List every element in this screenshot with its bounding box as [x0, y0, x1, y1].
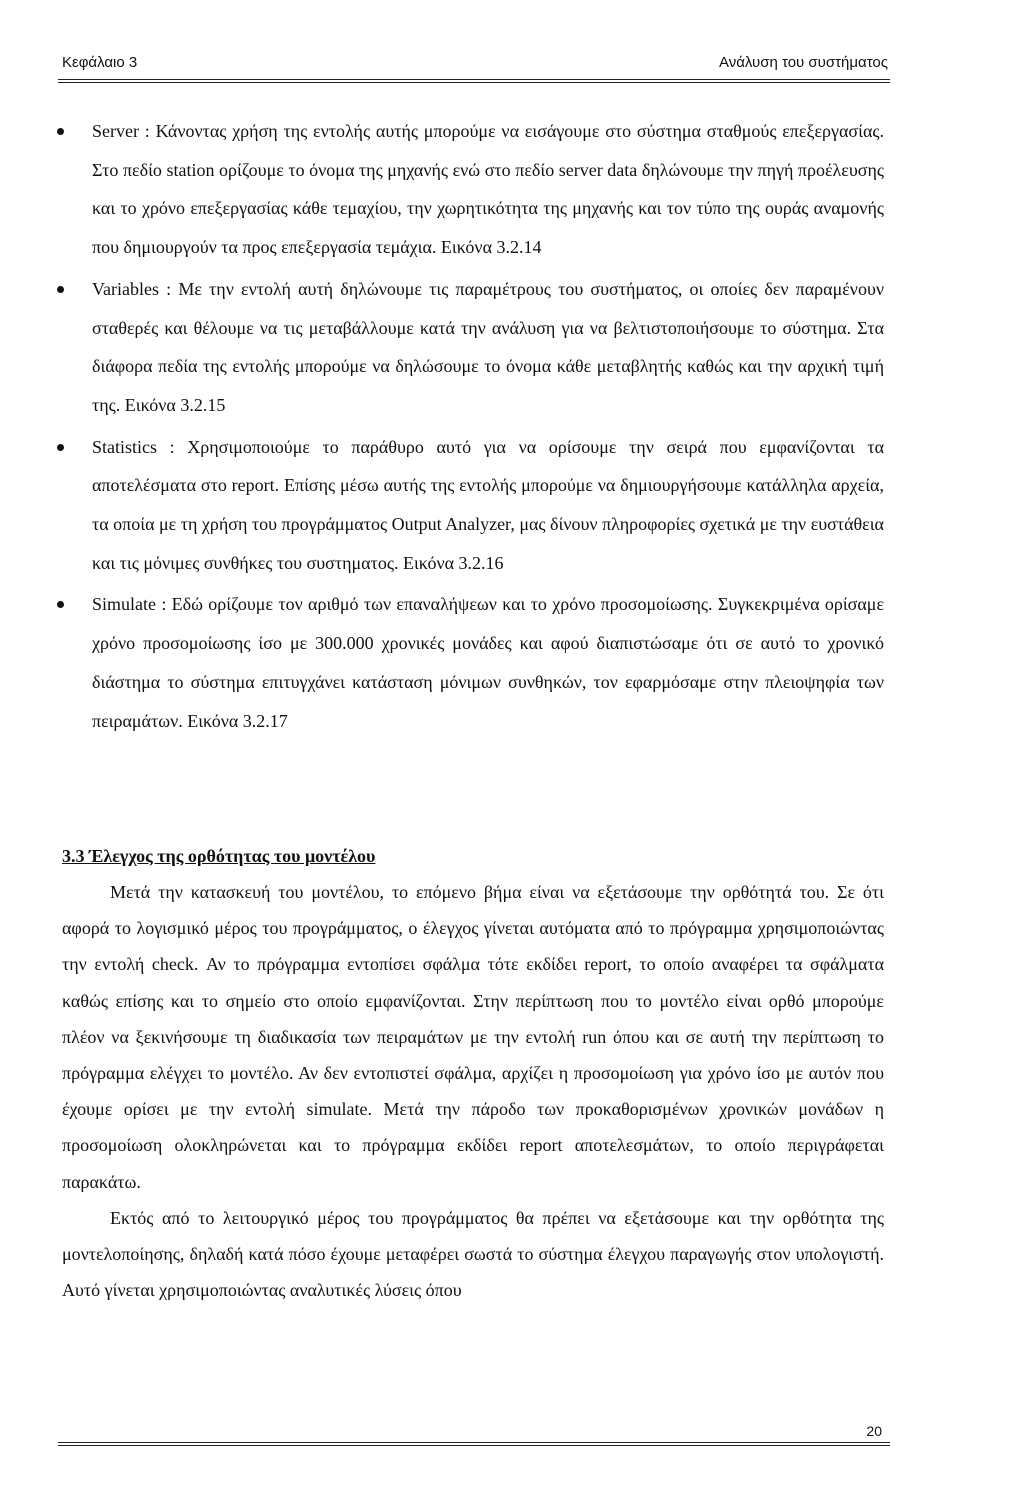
page-header	[62, 54, 888, 71]
bullet-text: Statistics : Χρησιμοποιούμε το παράθυρο αυτό για να ορίσουμε την σειρά που εμφανίζονται τα αποτελέσματα στο report. Επίσης μέσω αυτής της εντολής μπορούμε να δημιουργήσουμε κατάλληλα αρχεία, τα οποία με τη χρήση του προγράμματος Output Analyzer, μας δίνουν πληροφορίες σχετικά με την ευστάθεια και τις μόνιμες συνθήκες του συστηματος. Εικόνα 3.2.16	[92, 436, 884, 573]
bullet-dot	[57, 601, 64, 608]
bullet-list	[57, 112, 884, 740]
chapter-label: Κεφάλαιο 3	[62, 54, 138, 71]
body-paragraph-1: Μετά την κατασκευή του μοντέλου, το επόμενο βήμα είναι να εξετάσουμε την ορθότητά του. Σε ότι αφορά το λογισμικό μέρος του προγράμματος, ο έλεγχος γίνεται αυτόματα από το πρόγραμμα χρησιμοποιώντας την εντολή check. Αν το πρόγραμμα εντοπίσει σφάλμα τότε εκδίδει report, το οποίο αναφέρει τα σφάλματα καθώς επίσης και το σημείο στο οποίο εμφανίζονται. Στην περίπτωση που το μοντέλο είναι ορθό μπορούμε πλέον να ξεκινήσουμε τη διαδικασία των πειραμάτων με την εντολή run όπου και σε αυτή την περίπτωση το πρόγραμμα ελέγχει το μοντέλο. Αν δεν εντοπιστεί σφάλμα, αρχίζει η προσομοίωση για χρόνο ίσο με αυτόν που έχουμε ορίσει με την εντολή simulate. Μετά την πάροδο των προκαθορισμένων χρονικών μονάδων η προσομοίωση ολοκληρώνεται και το πρόγραμμα εκδίδει report αποτελεσμάτων, το οποίο περιγράφεται παρακάτω.	[62, 882, 884, 1192]
section-heading: 3.3 Έλεγχος της ορθότητας του μοντέλου	[62, 846, 376, 866]
section-label: Ανάλυση του συστήματος	[718, 54, 888, 71]
bullet-item-simulate	[57, 585, 884, 740]
body-paragraph-2: Εκτός από το λειτουργικό μέρος του προγράμματος θα πρέπει να εξετάσουμε και την ορθότητα της μοντελοποίησης, δηλαδή κατά πόσο έχουμε μεταφέρει σωστά το σύστημα έλεγχου παραγωγής στον υπολογιστή. Αυτό γίνεται χρησιμοποιώντας αναλυτικές λύσεις όπου	[62, 1207, 884, 1301]
page-number: 20	[866, 1423, 882, 1439]
bullet-text: Server : Κάνοντας χρήση της εντολής αυτής μπορούμε να εισάγουμε στο σύστημα σταθμούς επεξεργασίας. Στο πεδίο station ορίζουμε το όνομα της μηχανής ενώ στο πεδίο server data δηλώνουμε την πηγή προέλευσης και το χρόνο επεξεργασίας κάθε τεμαχίου, την χωρητικότητα της μηχανής και τον τύπο της ουράς αναμονής που δημιουργούν τα προς επεξεργασία τεμάχια. Εικόνα 3.2.14	[92, 121, 884, 258]
bullet-item-variables	[57, 270, 884, 425]
section-body	[62, 874, 884, 1308]
bullet-item-server	[57, 112, 884, 267]
header-rule-double	[58, 82, 890, 83]
bullet-item-statistics	[57, 428, 884, 583]
bullet-text: Variables : Με την εντολή αυτή δηλώνουμε τις παραμέτρους του συστήματος, οι οποίες δεν παραμένουν σταθερές και θέλουμε να τις μεταβάλλουμε κατά την ανάλυση για να βελτιστοποιήσουμε το σύστημα. Στα διάφορα πεδία της εντολής μπορούμε να δηλώσουμε το όνομα κάθε μεταβλητής καθώς και την αρχική τιμή της. Εικόνα 3.2.15	[92, 278, 884, 415]
footer-rule	[58, 1442, 890, 1443]
bullet-dot	[57, 286, 64, 293]
bullet-dot	[57, 128, 64, 135]
header-rule	[58, 79, 890, 80]
bullet-text: Simulate : Εδώ ορίζουμε τον αριθμό των επαναλήψεων και το χρόνο προσομοίωσης. Συγκεκριμένα ορίσαμε χρόνο προσομοίωσης ίσο με 300.000 χρονικές μονάδες και αφού διαπιστώσαμε ότι σε αυτό το χρονικό διάστημα το σύστημα επιτυγχάνει κατάσταση μόνιμων συνθηκών, τον εφαρμόσαμε στην πλειοψηφία των πειραμάτων. Εικόνα 3.2.17	[92, 594, 884, 731]
bullet-dot	[57, 444, 64, 451]
footer-rule-double	[58, 1445, 890, 1446]
